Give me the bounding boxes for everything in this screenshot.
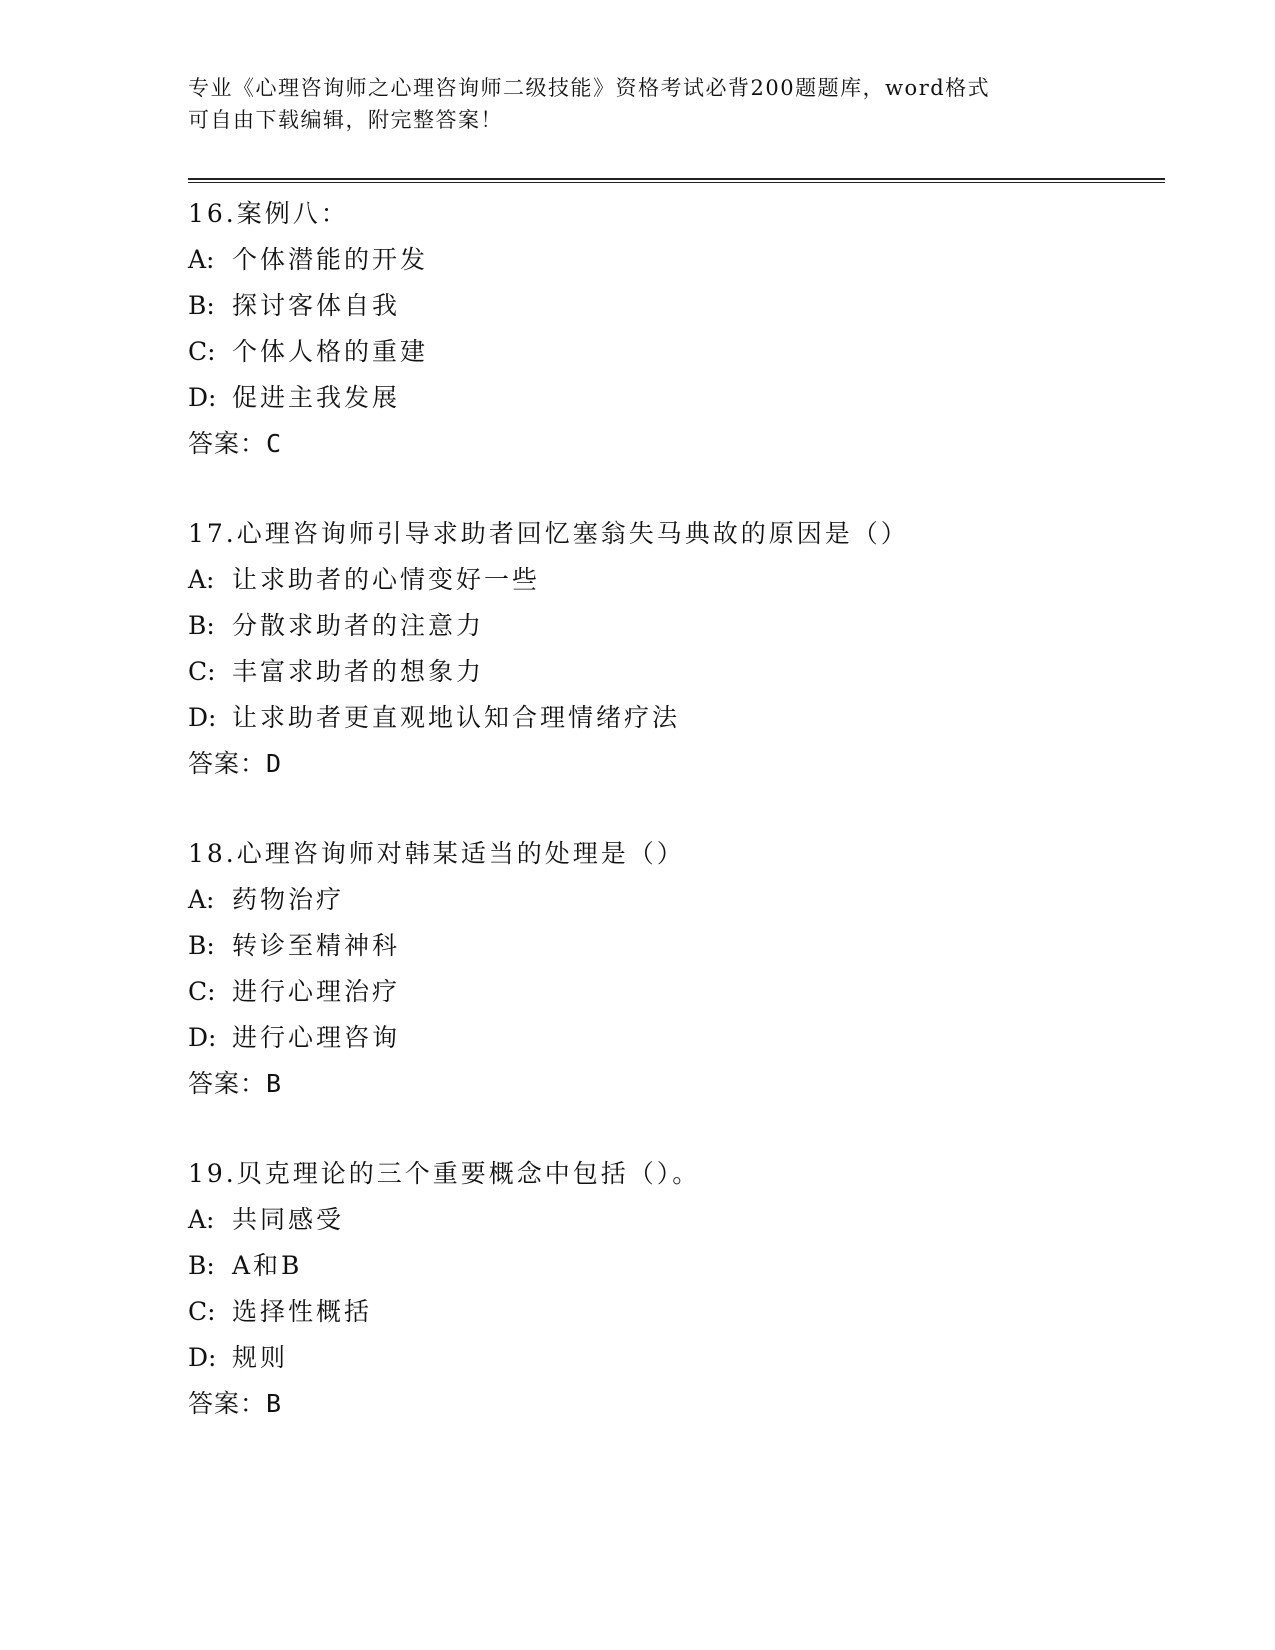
option-c — [188, 649, 1168, 695]
question-stem: 17.心理咨询师引导求助者回忆塞翁失马典故的原因是（） — [188, 519, 909, 548]
option-d — [188, 375, 1168, 421]
option-letter: A: — [188, 245, 215, 274]
answer-line — [188, 1061, 1168, 1107]
option-letter: B: — [188, 611, 215, 640]
option-letter: C: — [188, 1297, 216, 1326]
answer-label: 答案： — [188, 1389, 267, 1418]
option-text: 个体人格的重建 — [232, 337, 429, 366]
option-letter: A: — [188, 565, 215, 594]
option-text: 转诊至精神科 — [232, 931, 401, 960]
option-letter: D: — [188, 1343, 217, 1372]
option-b — [188, 603, 1168, 649]
answer-line — [188, 1381, 1168, 1427]
option-text: 分散求助者的注意力 — [232, 611, 485, 640]
option-letter: D: — [188, 703, 217, 732]
option-text: 共同感受 — [232, 1205, 345, 1234]
option-a — [188, 877, 1168, 923]
option-text: A和B — [232, 1251, 303, 1280]
option-text: 探讨客体自我 — [232, 291, 401, 320]
question-list — [188, 191, 1168, 1471]
option-text: 选择性概括 — [232, 1297, 373, 1326]
option-text: 进行心理治疗 — [232, 977, 401, 1006]
option-text: 药物治疗 — [232, 885, 345, 914]
document-header — [188, 72, 1088, 136]
option-letter: C: — [188, 977, 216, 1006]
answer-value: C — [266, 429, 283, 458]
question-17 — [188, 511, 1168, 787]
answer-label: 答案： — [188, 749, 267, 778]
option-text: 进行心理咨询 — [232, 1023, 401, 1052]
answer-value: D — [266, 749, 283, 778]
option-text: 个体潜能的开发 — [232, 245, 429, 274]
option-letter: C: — [188, 337, 216, 366]
answer-value: B — [266, 1389, 283, 1418]
option-a — [188, 1197, 1168, 1243]
option-d — [188, 1335, 1168, 1381]
option-letter: D: — [188, 383, 217, 412]
option-letter: B: — [188, 291, 215, 320]
option-text: 让求助者更直观地认知合理情绪疗法 — [232, 703, 681, 732]
header-title-line-2: 可自由下载编辑，附完整答案！ — [188, 108, 503, 132]
option-b — [188, 923, 1168, 969]
option-text: 规则 — [232, 1343, 289, 1372]
option-letter: A: — [188, 885, 215, 914]
question-stem: 18.心理咨询师对韩某适当的处理是（） — [188, 839, 685, 868]
option-letter: A: — [188, 1205, 215, 1234]
question-stem: 16.案例八： — [188, 199, 349, 228]
option-a — [188, 237, 1168, 283]
option-letter: B: — [188, 931, 215, 960]
header-title-line-1: 专业《心理咨询师之心理咨询师二级技能》资格考试必背200题题库，word格式 — [188, 76, 991, 100]
option-letter: D: — [188, 1023, 217, 1052]
option-text: 促进主我发展 — [232, 383, 401, 412]
option-b — [188, 1243, 1168, 1289]
answer-line — [188, 741, 1168, 787]
option-c — [188, 1289, 1168, 1335]
option-letter: B: — [188, 1251, 215, 1280]
question-19 — [188, 1151, 1168, 1427]
answer-value: B — [266, 1069, 283, 1098]
option-letter: C: — [188, 657, 216, 686]
question-16 — [188, 191, 1168, 467]
option-text: 丰富求助者的想象力 — [232, 657, 485, 686]
option-b — [188, 283, 1168, 329]
answer-label: 答案： — [188, 429, 267, 458]
option-a — [188, 557, 1168, 603]
option-c — [188, 329, 1168, 375]
option-text: 让求助者的心情变好一些 — [232, 565, 541, 594]
option-d — [188, 1015, 1168, 1061]
header-divider — [188, 178, 1165, 183]
option-d — [188, 695, 1168, 741]
question-stem: 19.贝克理论的三个重要概念中包括（）。 — [188, 1159, 701, 1188]
option-c — [188, 969, 1168, 1015]
answer-label: 答案： — [188, 1069, 267, 1098]
question-18 — [188, 831, 1168, 1107]
answer-line — [188, 421, 1168, 467]
